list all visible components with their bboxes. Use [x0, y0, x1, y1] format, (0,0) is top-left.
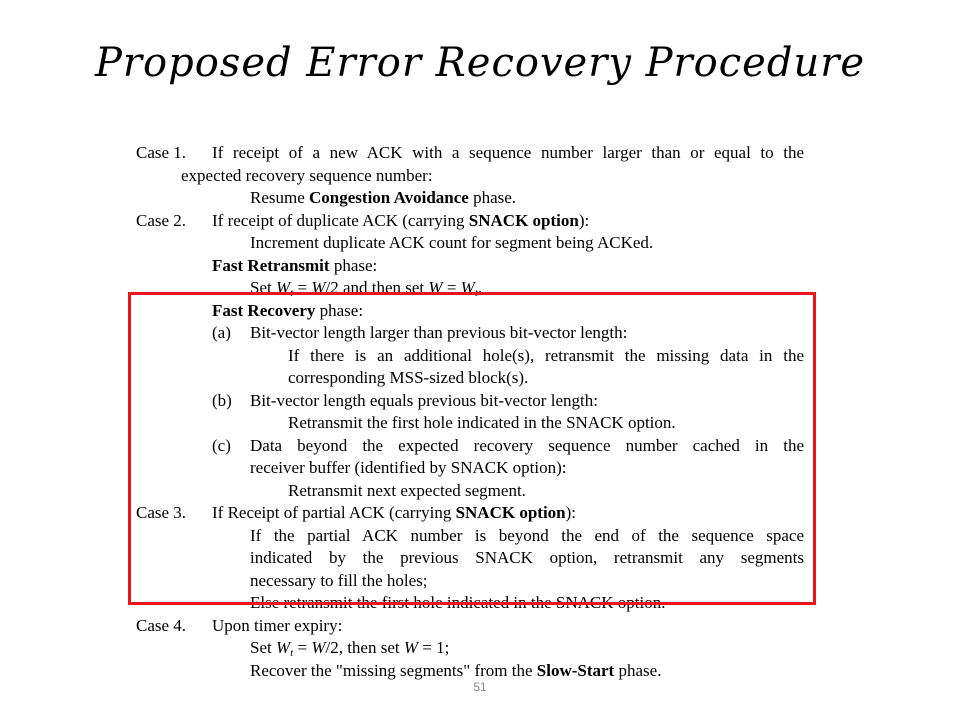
case-3-line-3: indicated by the previous SNACK option, retransmit any segments	[250, 548, 804, 567]
item-b-label: (b)	[212, 390, 232, 410]
slide-title: Proposed Error Recovery Procedure	[94, 40, 865, 86]
case-3-line-2: If the partial ACK number is beyond the end of the sequence space	[250, 525, 804, 545]
fast-retransmit-heading: Fast Retransmit phase:	[212, 255, 378, 275]
case-3-line-4: necessary to fill the holes;	[250, 570, 428, 590]
case-2-condition: If receipt of duplicate ACK (carrying SNACK option):	[212, 210, 590, 230]
item-c-condition: Data beyond the expected recovery sequence number cached in the	[250, 435, 804, 455]
case-2-line-1	[136, 210, 804, 233]
case-1-line-3	[136, 187, 804, 210]
case-4-line-3: Recover the "missing segments" from the Slow-Start phase.	[250, 660, 662, 680]
case-1-condition-cont: expected recovery sequence number:	[181, 165, 433, 185]
item-c-condition-cont: receiver buffer (identified by SNACK option):	[250, 458, 567, 477]
case-1-label: Case 1.	[136, 143, 187, 162]
fast-recovery-heading: Fast Recovery phase:	[212, 300, 364, 320]
case-1-line-1	[136, 142, 804, 165]
case-2-action: Increment duplicate ACK count for segment being ACKed.	[250, 233, 654, 252]
item-b-action: Retransmit the first hole indicated in the SNACK option.	[288, 413, 676, 432]
item-c-action: Retransmit next expected segment.	[288, 480, 526, 500]
case-2-line-2	[136, 232, 804, 255]
item-a-condition: Bit-vector length larger than previous bit-vector length:	[250, 323, 628, 342]
case-4-label: Case 4.	[136, 615, 187, 635]
fast-retransmit-action: Set $W_t = W/2$ and then set $W = W_t$.	[250, 278, 483, 299]
case-4-line-1	[136, 615, 804, 638]
item-a-action: If there is an additional hole(s), retransmit the missing data in the	[288, 345, 804, 365]
page-number: 51	[473, 680, 487, 694]
case-2-label: Case 2.	[136, 210, 187, 230]
case-4-condition: Upon timer expiry:	[212, 615, 343, 635]
case-3-line-5: Else retransmit the first hole indicated in the SNACK option.	[250, 593, 666, 612]
case-1-condition: If receipt of a new ACK with a sequence number larger than or equal to the	[212, 143, 804, 162]
item-b-condition: Bit-vector length equals previous bit-vector length:	[250, 390, 598, 410]
case-1-line-2	[136, 165, 804, 188]
case-1-action: Resume Congestion Avoidance phase.	[250, 188, 517, 207]
case-4-line-2: Set $W_t = W/2$, then set W = 1;	[250, 638, 450, 659]
highlight-box	[128, 292, 816, 605]
case-3-condition: If Receipt of partial ACK (carrying SNACK option):	[212, 503, 577, 522]
case-3-label: Case 3.	[136, 503, 187, 522]
item-a-action-cont: corresponding MSS-sized block(s).	[288, 368, 529, 387]
item-a-label: (a)	[212, 323, 231, 342]
item-c-label: (c)	[212, 435, 231, 455]
